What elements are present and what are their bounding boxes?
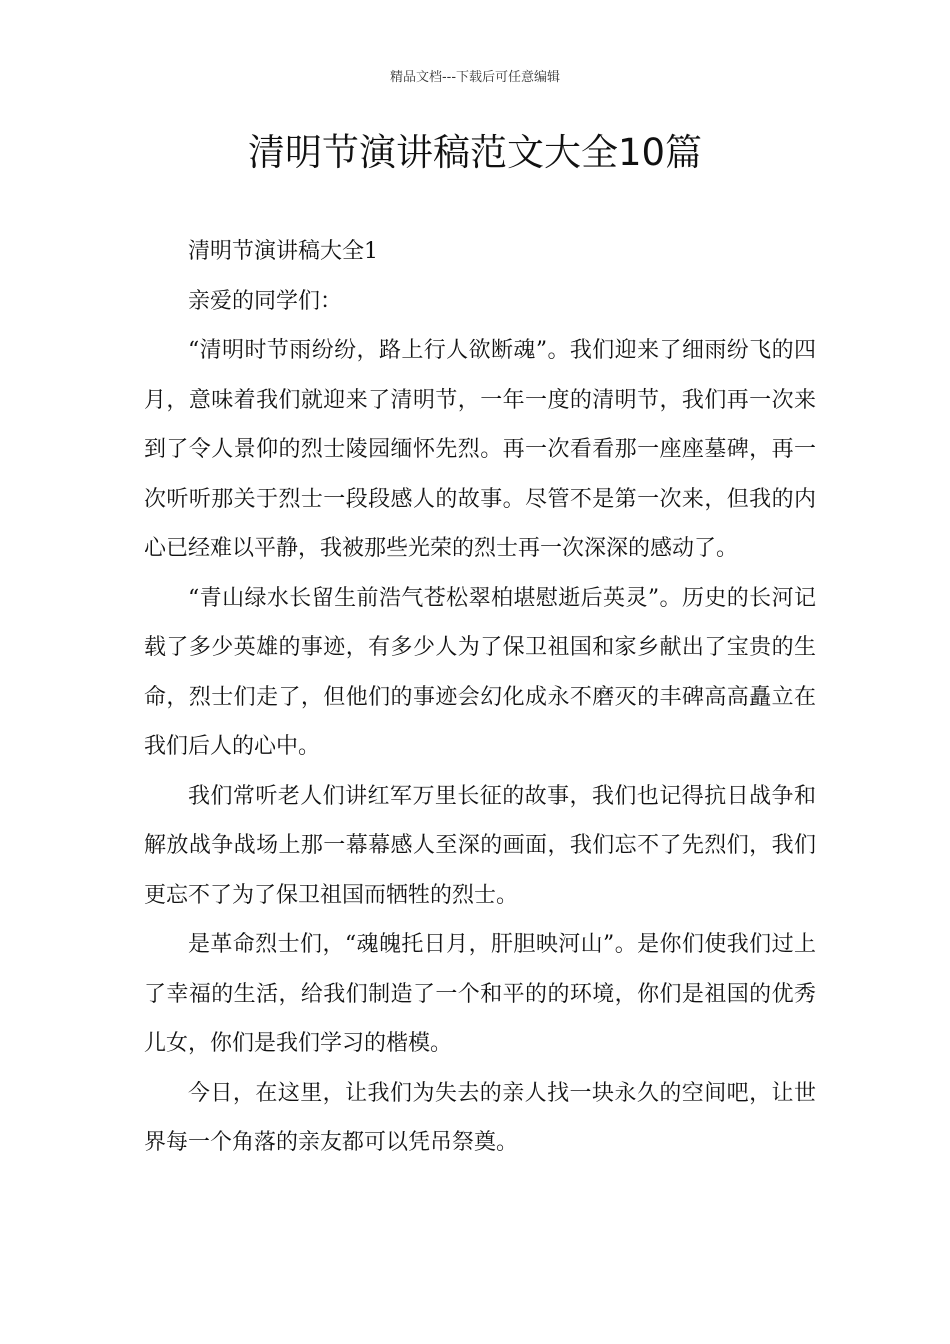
page-header-note: 精品文档---下载后可任意编辑 [389,70,561,85]
paragraph: “青山绿水长留生前浩气苍松翠柏堪慰逝后英灵”。历史的长河记载了多少英雄的事迹，有多少人为了保卫祖国和家乡献出了宝贵的生命，烈士们走了，但他们的事迹会幻化成永不磨灭的丰碑高高矗立在我们后人的心中。 [144,585,816,759]
paragraph: 是革命烈士们，“魂魄托日月，肝胆映河山”。是你们使我们过上了幸福的生活，给我们制造了一个和平的的环境，你们是祖国的优秀儿女，你们是我们学习的楷模。 [144,932,816,1056]
salutation: 亲爱的同学们： [188,288,343,314]
document-body [144,227,816,1168]
paragraph: 今日，在这里，让我们为失去的亲人找一块永久的空间吧，让世界每一个角落的亲友都可以凭吊祭奠。 [144,1080,816,1155]
document-title: 清明节演讲稿范文大全10篇 [247,131,703,174]
section-heading: 清明节演讲稿大全1 [188,239,378,264]
paragraph: “清明时节雨纷纷，路上行人欲断魂”。我们迎来了细雨纷飞的四月，意味着我们就迎来了清明节，一年一度的清明节，我们再一次来到了令人景仰的烈士陵园缅怀先烈。再一次看看那一座座墓碑，再一次听听那关于烈士一段段感人的故事。尽管不是第一次来，但我的内心已经难以平静，我被那些光荣的烈士再一次深深的感动了。 [144,338,816,561]
paragraph: 我们常听老人们讲红军万里长征的故事，我们也记得抗日战争和解放战争战场上那一幕幕感人至深的画面，我们忘不了先烈们，我们更忘不了为了保卫祖国而牺牲的烈士。 [144,783,816,908]
